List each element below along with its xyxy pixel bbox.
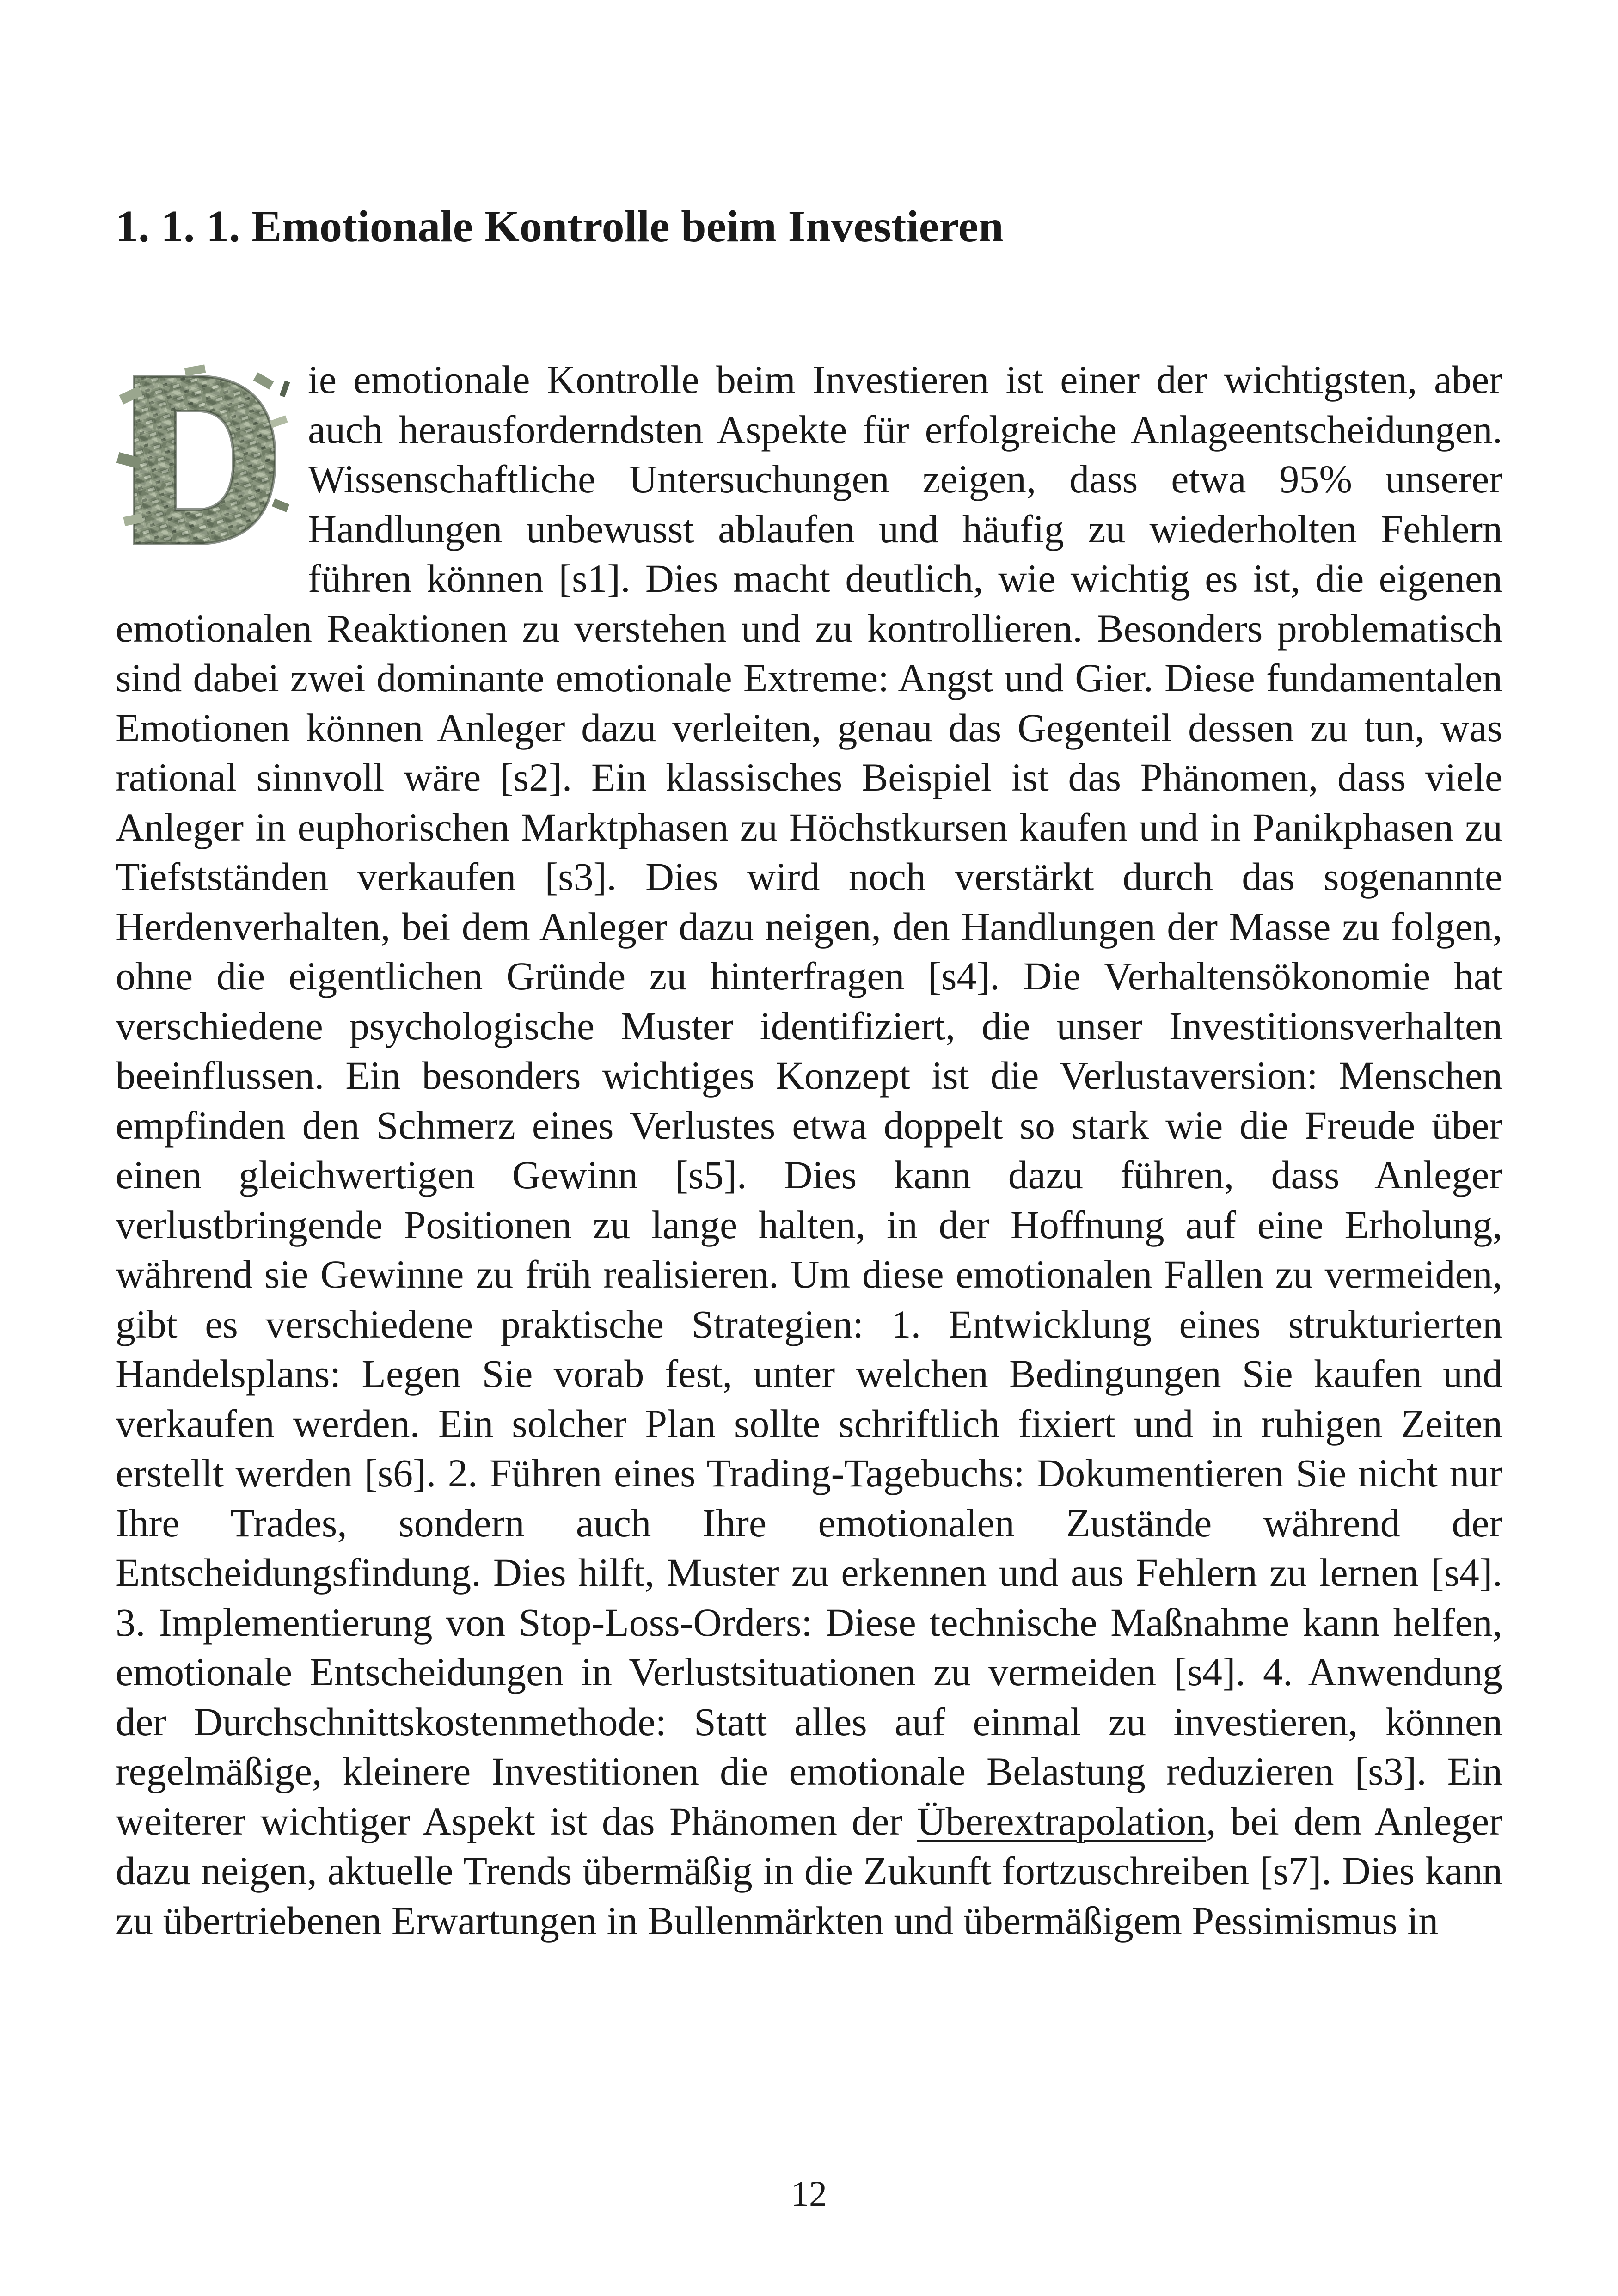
paragraph-text-closing: , bei dem Anleger dazu neigen, aktuelle Trends übermäßig in die Zukunft fortzuschreiben [s7]. Dies kann zu übertriebenen Erwartungen in Bullenmärkten und übermäßigem Pessimismus in (116, 1799, 1502, 1943)
page-number: 12 (791, 2173, 827, 2214)
section-heading: 1. 1. 1. Emotionale Kontrolle beim Investieren (116, 202, 1004, 252)
linked-term-ueberextrapolation[interactable]: Überextrapolation (917, 1799, 1207, 1843)
dropcap-letter-d (116, 362, 292, 554)
paragraph-text-opening: ie emotionale Kontrolle beim Investieren ist einer der wichtigsten, aber auch herausforderndsten Aspekte für erfolgreiche Anlageentscheidungen. Wissenschaftliche Untersuchungen zeigen, dass etwa 95% unserer Handlungen unbewusst ablaufen und häufig zu wiederholten Fehlern führen können [s1]. Dies macht deutlich, wie wichtig es ist, die eigenen emotionalen Reaktionen zu verstehen und zu kontrollieren. Besonders problematisch sind dabei zwei dominante emotionale Extreme: Angst und Gier. Diese fundamentalen Emotionen können Anleger dazu verleiten, genau das Gegenteil dessen zu tun, was rational sinnvoll wäre [s2]. Ein klassisches Beispiel ist das Phänomen, dass viele Anleger in euphorischen Marktphasen zu Höchstkursen kaufen und in Panikphasen zu Tiefstständen verkaufen [s3]. Dies wird noch verstärkt durch das sogenannte Herdenverhalten, bei dem Anleger dazu neigen, den Handlungen der Masse zu folgen, ohne die eigentlichen Gründe zu hinterfragen [s4]. Die Verhaltensökonomie hat verschiedene psychologische Muster identifiziert, die unser Investitionsverhalten beeinflussen. Ein besonders wichtiges Konzept ist die Verlustaversion: Menschen empfinden den Schmerz eines Verlustes etwa doppelt so stark wie die Freude über einen gleichwertigen Gewinn [s5]. Dies kann dazu führen, dass Anleger verlustbringende Positionen zu lange halten, in der Hoffnung auf eine Erholung, während sie Gewinne zu früh realisieren. Um diese emotionalen Fallen zu vermeiden, gibt es verschiedene praktische Strategien: 1. Entwicklung eines strukturierten Handelsplans: Legen Sie vorab fest, unter welchen Bedingungen Sie kaufen und verkaufen werden. Ein solcher Plan sollte schriftlich fixiert und in ruhigen Zeiten erstellt werden [s6]. 2. Führen eines Trading-Tagebuchs: Dokumentieren Sie nicht nur Ihre Trades, sondern auch Ihre emotionalen Zustände während der Entscheidungsfindung. Dies hilft, Muster zu erkennen und aus Fehlern zu lernen [s4]. 3. Implementierung von Stop-Loss-Orders: Diese technische Maßnahme kann helfen, emotionale Entscheidungen in Verlustsituationen zu vermeiden [s4]. 4. Anwendung der Durchschnittskostenmethode: Statt alles auf einmal zu investieren, können regelmäßige, kleinere Investitionen die emotionale Belastung reduzieren [s3]. Ein weiterer wichtiger Aspekt ist das Phänomen der (116, 357, 1502, 1843)
body-paragraph (116, 355, 1502, 1946)
